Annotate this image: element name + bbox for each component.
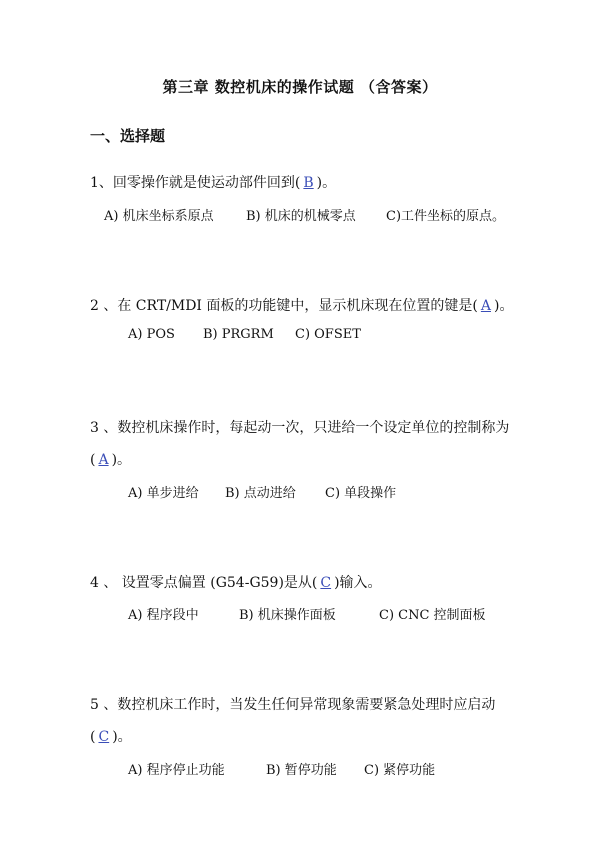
option-c: C) 紧停功能 [364,763,436,778]
page-title: 第三章 数控机床的操作试题 （含答案） [162,78,438,96]
option-a: A) 单步进给 [128,486,199,501]
option-b: B) 机床的机械零点 [246,209,356,224]
question-3-line-2 [90,449,131,469]
question-text-end: )。 [111,452,132,468]
option-c: C)工件坐标的原点。 [386,209,506,224]
answer: C [98,729,110,745]
options-1 [104,205,505,224]
question-1 [90,172,336,192]
option-b: B) 点动进给 [225,486,296,501]
options-5 [128,759,435,778]
option-a: A) 机床坐标系原点 [104,209,214,224]
question-4 [90,572,382,592]
options-4 [128,604,486,623]
question-text: 4 、 设置零点偏置 (G54-G59)是从( [90,575,318,591]
option-a: A) POS [128,327,175,342]
question-5-line-1: 5 、数控机床工作时，当发生任何异常现象需要紧急处理时应启动 [90,697,496,713]
question-text-end: )。 [494,298,514,314]
answer: A [480,298,491,314]
question-text: 2 、在 CRT/MDI 面板的功能键中，显示机床现在位置的键是( [90,298,478,314]
option-c: C) OFSET [295,327,361,342]
option-b: B) 暂停功能 [266,763,337,778]
option-a: A) 程序停止功能 [128,763,225,778]
question-text-end: )。 [112,729,132,745]
option-a: A) 程序段中 [128,608,199,623]
question-text-end: )。 [316,175,337,191]
option-c: C) CNC 控制面板 [379,608,486,623]
option-b: B) 机床操作面板 [239,608,336,623]
question-3-line-1: 3 、数控机床操作时，每起动一次，只进给一个设定单位的控制称为 [90,420,510,436]
answer: B [303,175,314,191]
question-2 [90,295,513,315]
question-5-line-2 [90,726,132,746]
section-heading: 一、选择题 [90,127,166,145]
question-text: 1、回零操作就是使运动部件回到( [90,175,301,191]
question-text-end: )输入。 [334,575,382,591]
option-b: B) PRGRM [203,327,274,342]
question-text: ( [90,729,96,745]
options-3 [128,482,396,501]
option-c: C) 单段操作 [325,486,397,501]
options-2 [128,327,361,342]
answer: C [320,575,332,591]
question-text: ( [90,452,96,468]
answer: A [98,452,109,468]
